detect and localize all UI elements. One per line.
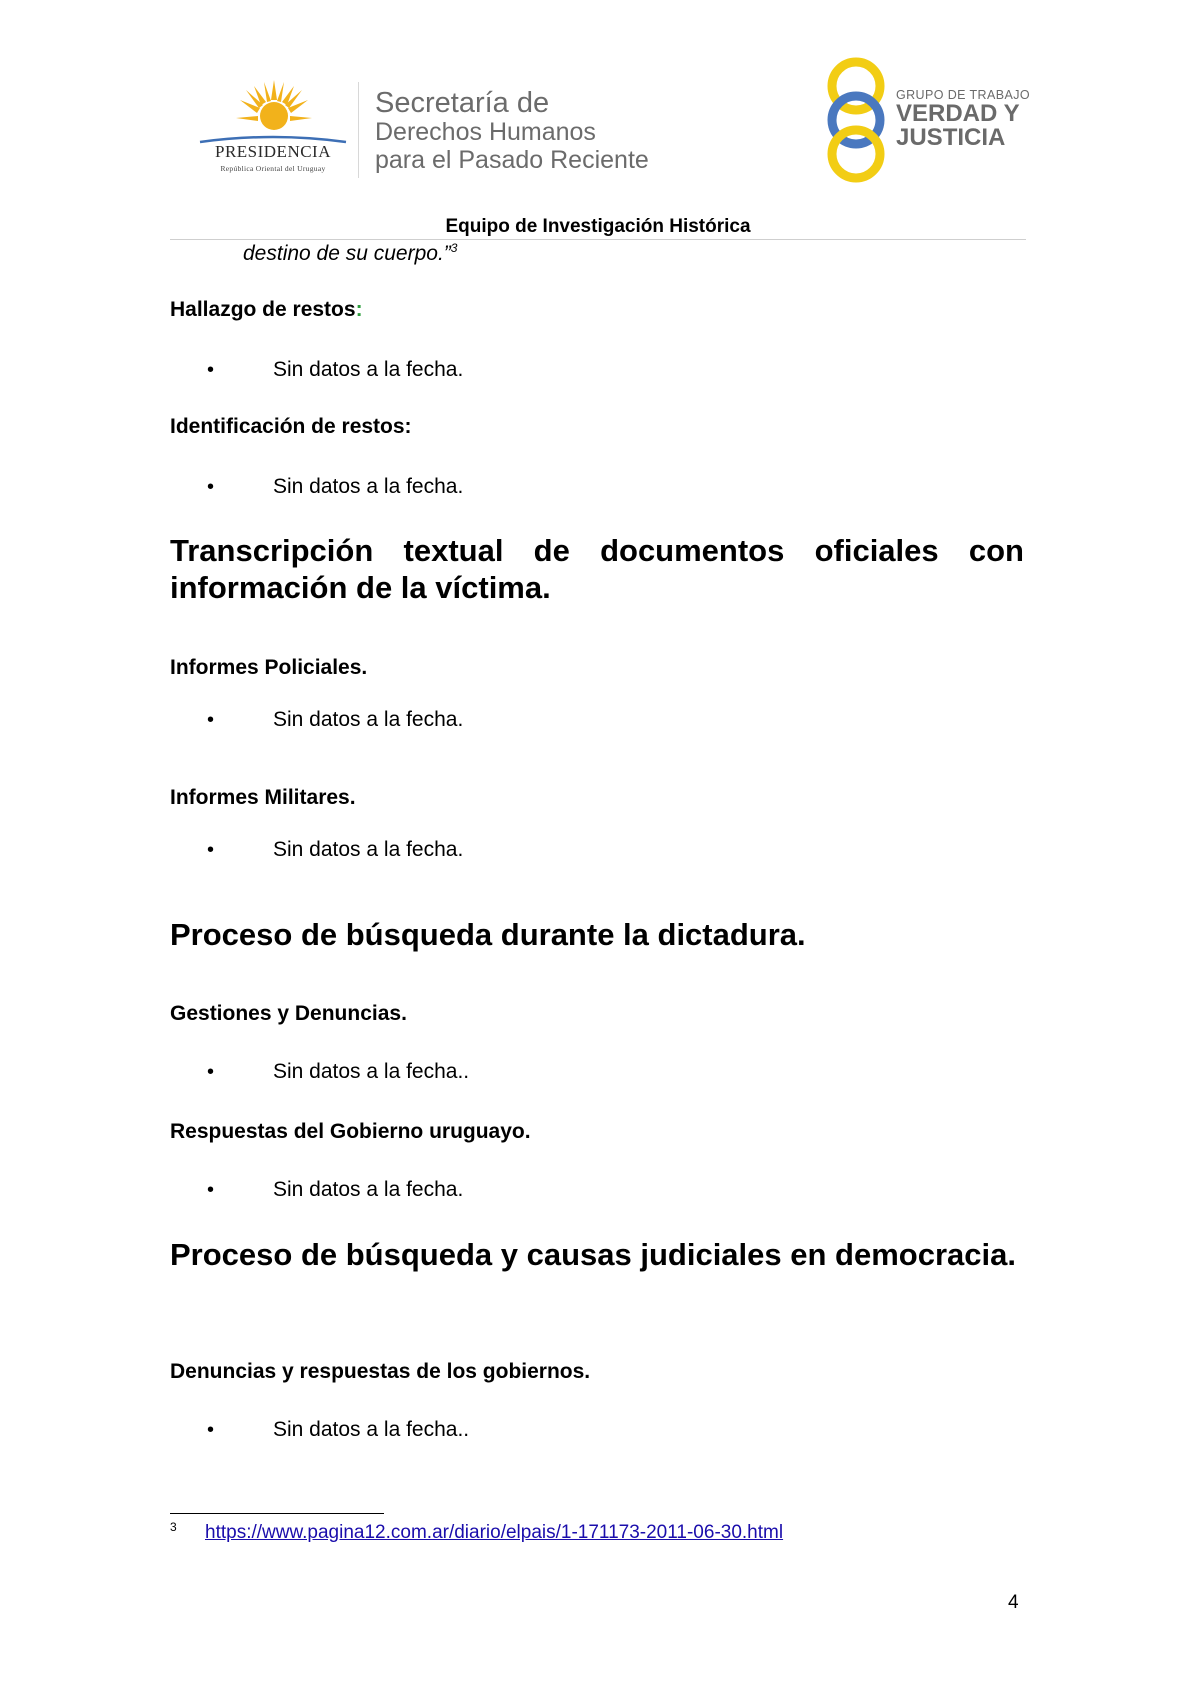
heading-denuncias-gobiernos: Denuncias y respuestas de los gobiernos. xyxy=(170,1360,591,1383)
secretaria-line1: Secretaría de xyxy=(375,87,550,119)
grupo-line1: GRUPO DE TRABAJO xyxy=(896,88,1030,102)
secretaria-logo xyxy=(375,88,649,174)
running-header: Equipo de Investigación Histórica xyxy=(445,216,751,237)
grupo-line3: JUSTICIA xyxy=(896,124,1006,151)
list-item xyxy=(207,1060,469,1084)
bullet-icon: • xyxy=(207,839,215,861)
heading-transcripcion: Transcripción textual de documentos oficiales con información de la víctima. xyxy=(170,533,1024,605)
heading-gestiones: Gestiones y Denuncias. xyxy=(170,1002,407,1025)
footnote-link[interactable]: https://www.pagina12.com.ar/diario/elpais/1-171173-2011-06-30.html xyxy=(205,1522,784,1543)
heading-hallazgo-text: Hallazgo de restos xyxy=(170,298,356,321)
list-item-text: Sin datos a la fecha.. xyxy=(273,1060,470,1083)
footnote-rule xyxy=(170,1513,384,1514)
heading-informes-militares: Informes Militares. xyxy=(170,786,356,809)
heading-identificacion: Identificación de restos: xyxy=(170,415,412,438)
list-item-text: Sin datos a la fecha.. xyxy=(273,1418,470,1441)
bullet-icon: • xyxy=(207,1419,215,1441)
list-item xyxy=(207,1418,469,1442)
bullet-icon: • xyxy=(207,476,215,498)
secretaria-line3: para el Pasado Reciente xyxy=(375,146,649,174)
list-item xyxy=(207,475,463,499)
logo-divider xyxy=(358,82,359,178)
footnote-number: 3 xyxy=(170,1520,177,1534)
presidencia-subtitle: República Oriental del Uruguay xyxy=(220,164,326,173)
presidencia-wordmark: PRESIDENCIA xyxy=(214,142,331,161)
heading-hallazgo xyxy=(170,298,363,322)
footnote-ref: 3 xyxy=(450,241,458,255)
list-item-text: Sin datos a la fecha. xyxy=(273,708,464,731)
list-item xyxy=(207,358,463,382)
bullet-icon: • xyxy=(207,1179,215,1201)
list-item-text: Sin datos a la fecha. xyxy=(273,838,464,861)
bullet-icon: • xyxy=(207,1061,215,1083)
list-item-text: Sin datos a la fecha. xyxy=(273,1178,464,1201)
grupo-trabajo-logo xyxy=(822,56,1032,184)
bullet-icon: • xyxy=(207,709,215,731)
heading-proceso-democracia: Proceso de búsqueda y causas judiciales en democracia. xyxy=(170,1237,1016,1272)
secretaria-line2: Derechos Humanos xyxy=(375,118,596,146)
bullet-icon: • xyxy=(207,359,215,381)
list-item xyxy=(207,1178,463,1202)
presidencia-logo xyxy=(198,80,348,180)
list-item xyxy=(207,708,463,732)
heading-respuestas: Respuestas del Gobierno uruguayo. xyxy=(170,1120,531,1143)
heading-informes-policiales: Informes Policiales. xyxy=(170,656,368,679)
linked-rings-icon xyxy=(822,56,892,184)
quote-text: destino de su cuerpo.” xyxy=(243,242,451,265)
grupo-line2: VERDAD Y xyxy=(896,100,1020,127)
heading-hallazgo-colon: : xyxy=(355,298,363,321)
list-item-text: Sin datos a la fecha. xyxy=(273,358,464,381)
list-item-text: Sin datos a la fecha. xyxy=(273,475,464,498)
quote-continuation xyxy=(243,241,457,266)
header-rule xyxy=(170,239,1026,240)
sun-icon xyxy=(236,80,312,140)
page-number: 4 xyxy=(1008,1592,1019,1613)
list-item xyxy=(207,838,463,862)
heading-proceso-dictadura: Proceso de búsqueda durante la dictadura. xyxy=(170,917,806,952)
